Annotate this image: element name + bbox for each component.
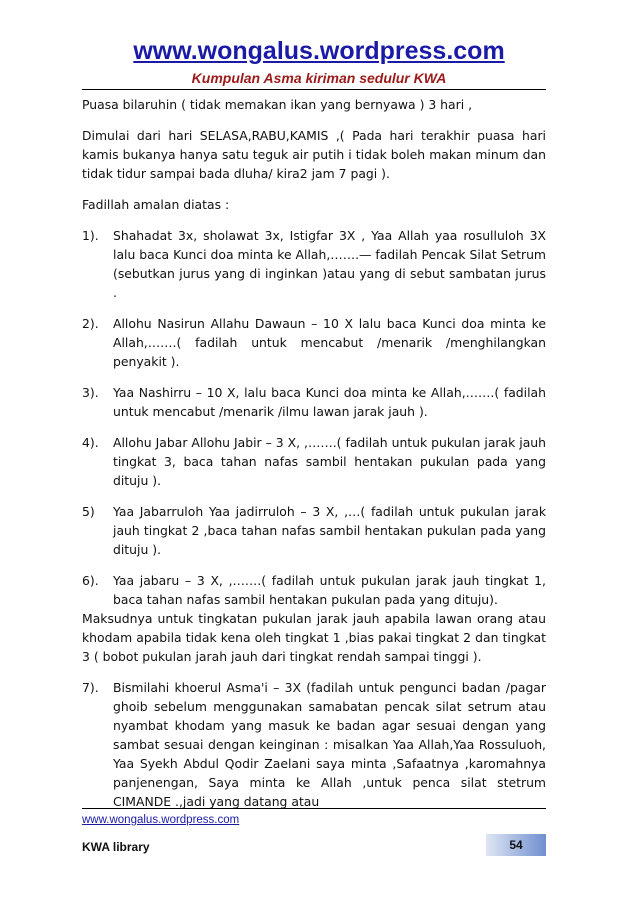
list-item-3: [82, 383, 546, 421]
footer-library-label: KWA library: [82, 840, 150, 854]
list-item-text: Yaa Nashirru – 10 X, lalu baca Kunci doa minta ke Allah,…….( fadilah untuk mencabut /menarik /ilmu lawan jarak jauh ).: [113, 385, 546, 419]
item-6-note: Maksudnya untuk tingkatan pukulan jarak jauh apabila lawan orang atau khodam apabila tidak kena oleh tingkat 1 ,bias pakai tingkat 2 dan tingkat 3 ( bobot pukulan jarah jauh dari tingkat rendah sampai tinggi ).: [82, 611, 546, 664]
list-item-number: 3).: [82, 385, 99, 400]
document-body: [82, 95, 546, 811]
list-item-text: Yaa jabaru – 3 X, ,…….( fadilah untuk pukulan jarak jauh tingkat 1, baca tahan nafas sambil hentakan pukulan pada yang dituju).: [113, 573, 546, 607]
list-item-number: 4).: [82, 435, 99, 450]
header-site-url[interactable]: www.wongalus.wordpress.com: [133, 37, 505, 65]
list-item-7: [82, 678, 546, 811]
list-item-text: Bismilahi khoerul Asma'i – 3X (fadilah untuk pengunci badan /pagar ghoib sebelum menggunakan samabatan pencak silat setrum atau nyambat khodam yang masuk ke badan agar sesuai dengan yang sambat sesuai dengan keinginan : misalkan Yaa Allah,Yaa Rossuluoh, Yaa Syekh Abdul Qodir Zaelani saya minta ,Safaatnya ,karomahnya panjenengan, Saya minta ke Allah ,untuk penca silat stetrum CIMANDE .,jadi yang datang atau: [113, 680, 546, 809]
list-item-text: Allohu Nasirun Allahu Dawaun – 10 X lalu baca Kunci doa minta ke Allah,…….( fadilah untuk mencabut /menarik /menghilangkan penyakit ).: [113, 316, 546, 369]
list-item-6: [82, 571, 546, 609]
header-subtitle: Kumpulan Asma kiriman sedulur KWA: [191, 70, 447, 86]
list-item-1: [82, 226, 546, 302]
list-item-number: 7).: [82, 680, 99, 695]
list-item-number: 2).: [82, 316, 99, 331]
list-item-number: 6).: [82, 573, 99, 588]
schedule-paragraph: Dimulai dari hari SELASA,RABU,KAMIS ,( Pada hari terakhir puasa hari kamis bukanya hanya satu teguk air putih i tidak boleh makan minum dan tidak tidur sampai bada dluha/ kira2 jam 7 pagi ).: [82, 128, 546, 181]
list-item-text: Allohu Jabar Allohu Jabir – 3 X, ,…….( fadilah untuk pukulan jarak jauh tingkat 3, baca tahan nafas sambil hentakan pukulan pada yang dituju ).: [113, 435, 546, 488]
header-divider: [82, 89, 546, 90]
page-number-badge: 54: [486, 834, 546, 856]
footer-url[interactable]: www.wongalus.wordpress.com: [82, 814, 240, 826]
list-item-number: 1).: [82, 228, 99, 243]
fadillah-heading: Fadillah amalan diatas :: [82, 197, 230, 212]
list-item-2: [82, 314, 546, 371]
footer-divider: [82, 808, 546, 809]
list-item-text: Yaa Jabarruloh Yaa jadirruloh – 3 X, ,…( fadilah untuk pukulan jarak jauh tingkat 2 ,baca tahan nafas sambil hentakan pukulan pada yang dituju ).: [113, 504, 546, 557]
list-item-number: 5): [82, 504, 95, 519]
list-item-text: Shahadat 3x, sholawat 3x, Istigfar 3X , Yaa Allah yaa rosulluloh 3X lalu baca Kunci doa minta ke Allah,…….— fadilah Pencak Silat Setrum (sebutkan jurus yang di inginkan )atau yang di sebut sambatan jurus .: [113, 228, 546, 300]
list-item-5: [82, 502, 546, 559]
intro-paragraph: Puasa bilaruhin ( tidak memakan ikan yang bernyawa ) 3 hari ,: [82, 97, 473, 112]
list-item-4: [82, 433, 546, 490]
